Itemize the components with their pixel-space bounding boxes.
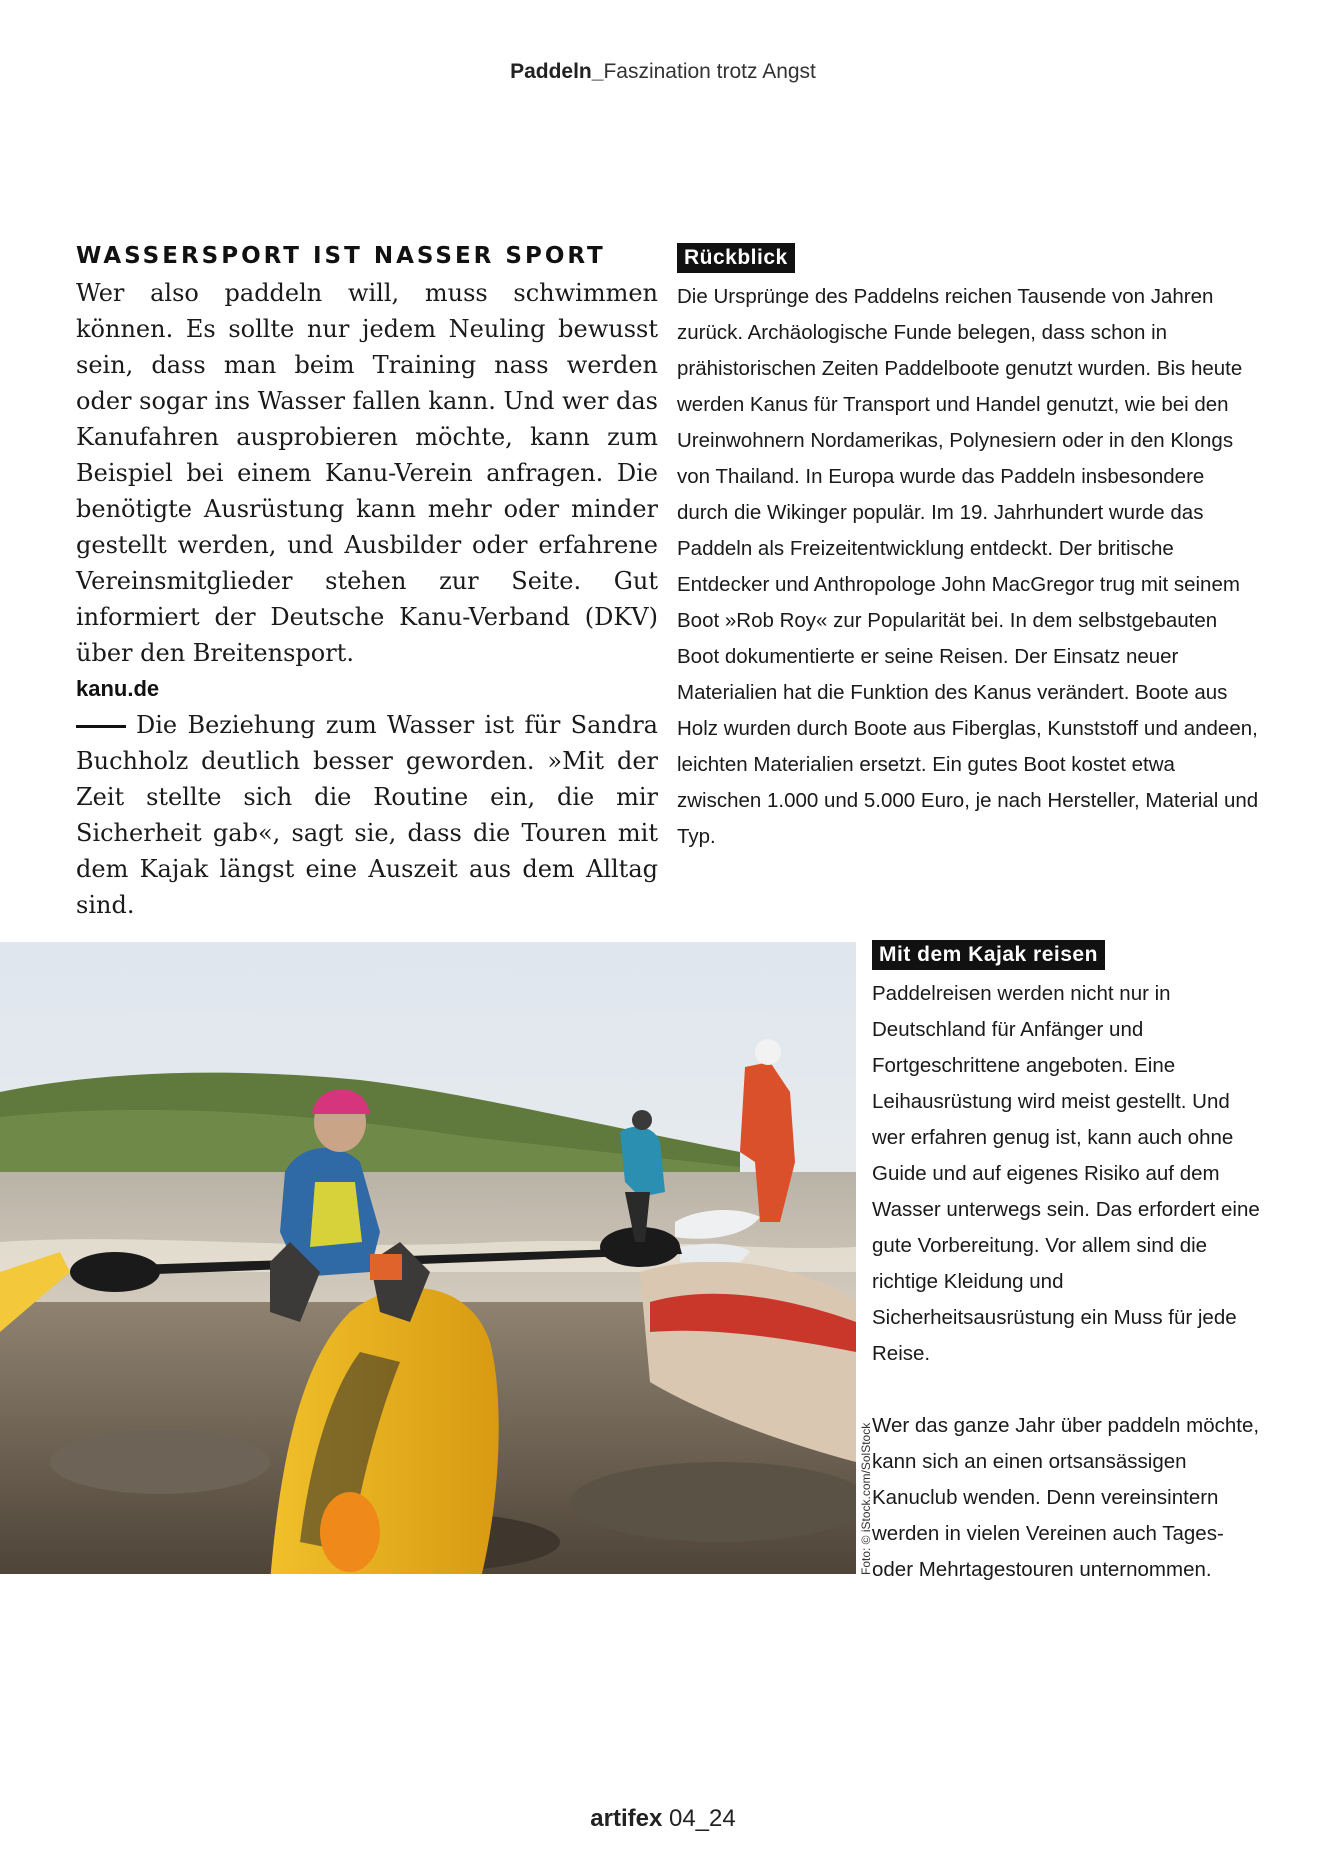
section-name: Paddeln_ <box>510 60 604 83</box>
section-subtitle: Faszination trotz Angst <box>603 60 816 83</box>
photo-credit-text: Foto: © iStock.com/SolStock <box>859 1422 873 1575</box>
article-paragraph-2 <box>76 707 658 923</box>
article-column <box>76 243 658 923</box>
paragraph-dash <box>76 725 126 728</box>
magazine-brand: artifex <box>590 1805 663 1832</box>
kayak-photo-illustration <box>0 942 856 1574</box>
rueckblick-text: Die Ursprünge des Paddelns reichen Tausende von Jahren zurück. Archäologische Funde belegen, dass schon in prähistorischen Zeiten Paddelboote genutzt wurden. Bis heute werden Kanus für Transport und Handel genutzt, wie bei den Ureinwohnern Nordamerikas, Polynesiern oder in den Klongs von Thailand. In Europa wurde das Paddeln insbesondere durch die Wikinger populär. Im 19. Jahrhundert wurde das Paddeln als Freizeitentwicklung entdeckt. Der britische Entdecker und Anthropologe John MacGregor trug mit seinem Boot »Rob Roy« zur Popularität bei. In dem selbstgebauten Boot dokumentierte er seine Reisen. Der Einsatz neuer Materialien hat die Funktion des Kanus verändert. Boote aus Holz wurden durch Boote aus Fiberglas, Kunststoff und andeen, leichten Materialien ersetzt. Ein gutes Boot kostet etwa zwischen 1.000 und 5.000 Euro, je nach Hersteller, Material und Typ. <box>677 285 1259 848</box>
issue-number: 04_24 <box>668 1805 736 1832</box>
kanu-link[interactable]: kanu.de <box>76 676 160 701</box>
section-heading: WASSERSPORT IST NASSER SPORT <box>76 243 606 269</box>
running-head <box>0 60 1326 84</box>
kayak-photo <box>0 942 856 1574</box>
kajak-box <box>872 940 1262 1588</box>
page-footer <box>0 1805 1326 1833</box>
kajak-paragraph-2: Wer das ganze Jahr über paddeln möchte, kann sich an einen ortsansässigen Kanuclub wenden. Denn vereinsintern werden in vielen Vereinen auch Tages- oder Mehrtagestouren unternommen. <box>872 1414 1260 1581</box>
article-paragraph-1: Wer also paddeln will, muss schwimmen können. Es sollte nur jedem Neuling bewusst sein, dass man beim Training nass werden oder sogar ins Wasser fallen kann. Und wer das Kanufahren ausprobieren möchte, kann zum Beispiel bei einem Kanu-Verein anfragen. Die benötigte Ausrüstung kann mehr oder minder gestellt werden, und Ausbilder oder erfahrene Vereinsmitglieder stehen zur Seite. Gut informiert der Deutsche Kanu-Verband (DKV) über den Breitensport. <box>76 279 658 667</box>
rueckblick-label: Rückblick <box>677 243 795 273</box>
kajak-paragraph-1: Paddelreisen werden nicht nur in Deutschland für Anfänger und Fortgeschrittene angeboten. Eine Leihausrüstung wird meist gestellt. Und wer erfahren genug ist, kann auch ohne Guide und auf eigenes Risiko auf dem Wasser unterwegs sein. Das erfordert eine gute Vorbereitung. Vor allem sind die richtige Kleidung und Sicherheitsausrüstung ein Muss für jede Reise. <box>872 982 1260 1365</box>
article-paragraph-2-text: Die Beziehung zum Wasser ist für Sandra Buchholz deutlich besser geworden. »Mit der Zeit stellte sich die Routine ein, die mir Sicherheit gab«, sagt sie, dass die Touren mit dem Kajak längst eine Auszeit aus dem Alltag sind. <box>76 711 658 919</box>
rueckblick-box <box>677 243 1259 855</box>
kajak-label: Mit dem Kajak reisen <box>872 940 1105 970</box>
